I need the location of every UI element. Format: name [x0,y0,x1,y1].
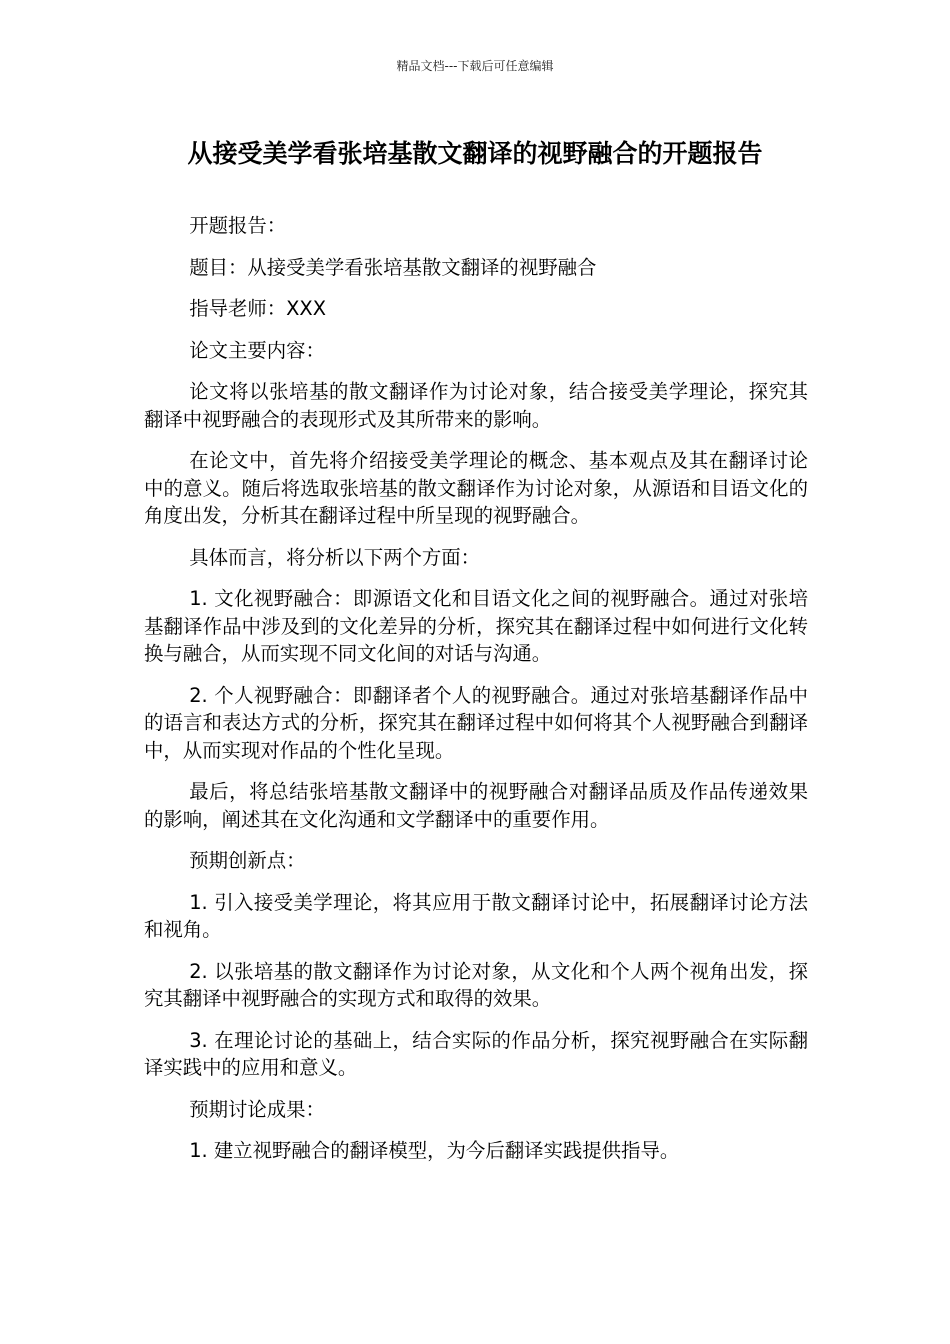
list-item-innovation-1: 1. 引入接受美学理论，将其应用于散文翻译讨论中，拓展翻译讨论方法和视角。 [144,890,808,941]
paragraph-aspects-intro: 具体而言，将分析以下两个方面： [189,545,481,569]
header-note: 精品文档---下载后可任意编辑 [396,59,554,73]
list-item-innovation-2: 2. 以张培基的散文翻译作为讨论对象，从文化和个人两个视角出发，探究其翻译中视野融合的实现方式和取得的效果。 [144,959,808,1010]
label-outcomes: 预期讨论成果： [189,1097,325,1121]
list-item-personal: 2. 个人视野融合：即翻译者个人的视野融合。通过对张培基翻译作品中的语言和表达方式的分析，探究其在翻译过程中如何将其个人视野融合到翻译中，从而实现对作品的个性化呈现。 [144,683,808,762]
list-item-innovation-3: 3. 在理论讨论的基础上，结合实际的作品分析，探究视野融合在实际翻译实践中的应用和意义。 [144,1028,808,1079]
document-body [144,212,808,1179]
label-innovation: 预期创新点： [189,849,306,872]
label-advisor: 指导老师：XXX [189,297,326,320]
paragraph-conclusion: 最后，将总结张培基散文翻译中的视野融合对翻译品质及作品传递效果的影响，阐述其在文化沟通和文学翻译中的重要作用。 [144,780,808,831]
document-title: 从接受美学看张培基散文翻译的视野融合的开题报告 [187,139,763,168]
label-topic: 题目：从接受美学看张培基散文翻译的视野融合 [189,255,597,279]
paragraph-method: 在论文中，首先将介绍接受美学理论的概念、基本观点及其在翻译讨论中的意义。随后将选取张培基的散文翻译作为讨论对象，从源语和目语文化的角度出发，分析其在翻译过程中所呈现的视野融合。 [144,449,808,527]
label-report: 开题报告： [189,214,287,237]
list-item-outcome-1: 1. 建立视野融合的翻译模型，为今后翻译实践提供指导。 [189,1139,680,1162]
label-main-content: 论文主要内容： [189,338,325,362]
list-item-cultural: 1. 文化视野融合：即源语文化和目语文化之间的视野融合。通过对张培基翻译作品中涉及到的文化差异的分析，探究其在翻译过程中如何进行文化转换与融合，从而实现不同文化间的对话与沟通。 [144,587,808,665]
paragraph-intro: 论文将以张培基的散文翻译作为讨论对象，结合接受美学理论，探究其翻译中视野融合的表现形式及其所带来的影响。 [144,380,808,431]
